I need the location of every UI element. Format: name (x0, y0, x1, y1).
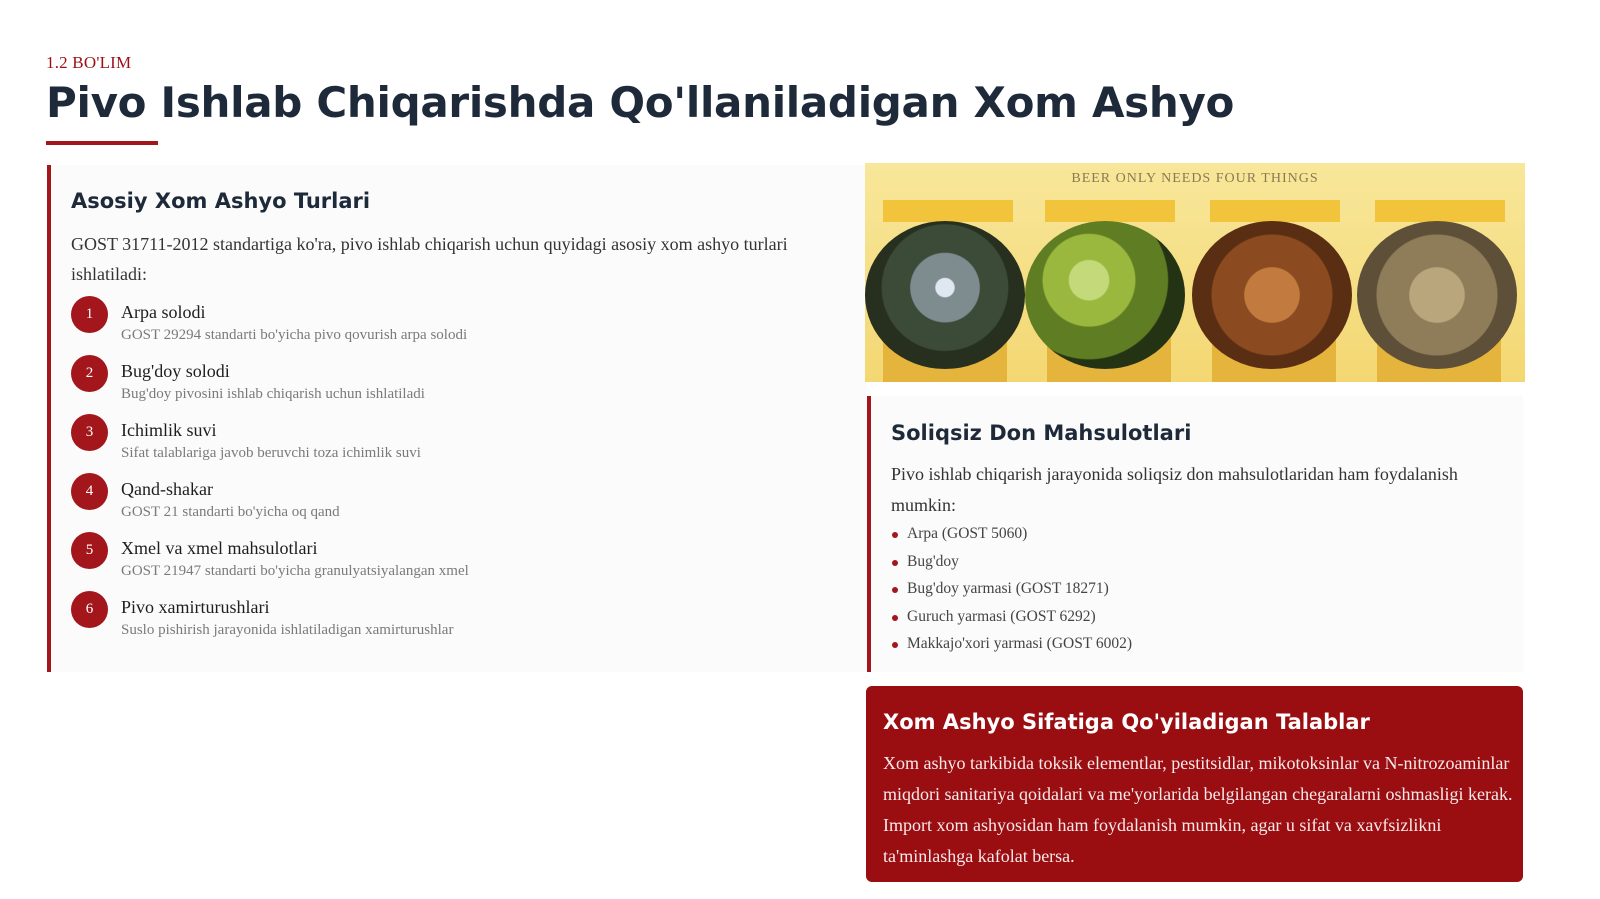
item-number-badge: 2 (71, 355, 108, 392)
ribbon-banner (1375, 200, 1505, 222)
unmalted-intro: Pivo ishlab chiqarish jarayonida soliqsiz don mahsulotlaridan ham foydalanish mumkin: (891, 464, 1458, 515)
ribbon-banner (1045, 200, 1175, 222)
item-description: Sifat talablariga javob beruvchi toza ichimlik suvi (121, 445, 421, 461)
item-description: GOST 21 standarti bo'yicha oq qand (121, 504, 340, 520)
item-number-badge: 3 (71, 414, 108, 451)
bullet-item (891, 525, 1132, 553)
bullet-text: Arpa (GOST 5060) (907, 525, 1028, 542)
bullet-dot-icon (892, 560, 898, 566)
list-item (71, 414, 811, 470)
main-types-intro: GOST 31711-2012 standartiga ko'ra, pivo ishlab chiqarish uchun quyidagi asosiy xom ashyo turlari ishlatiladi: (71, 234, 788, 284)
item-number-badge: 5 (71, 532, 108, 569)
bullet-dot-icon (892, 532, 898, 538)
item-name: Qand-shakar (121, 479, 213, 499)
water-image (865, 221, 1025, 369)
bullet-item (891, 580, 1132, 608)
ribbon-banner (1210, 200, 1340, 222)
unmalted-heading: Soliqsiz Don Mahsulotlari (891, 421, 1192, 445)
item-name: Ichimlik suvi (121, 420, 217, 440)
unmalted-list (891, 525, 1132, 663)
item-description: GOST 29294 standarti bo'yicha pivo qovurish arpa solodi (121, 327, 468, 343)
bullet-text: Bug'doy (907, 552, 959, 570)
bullet-text: Bug'doy yarmasi (GOST 18271) (907, 580, 1109, 597)
ribbon-banner (883, 200, 1013, 222)
list-item (71, 473, 811, 529)
bullet-dot-icon (892, 642, 898, 648)
bullet-text: Guruch yarmasi (GOST 6292) (907, 607, 1096, 625)
item-name: Xmel va xmel mahsulotlari (121, 538, 318, 558)
malt-image (1192, 221, 1352, 369)
section-label: 1.2 BO'LIM (46, 53, 132, 72)
image-caption: BEER ONLY NEEDS FOUR THINGS (1071, 171, 1319, 186)
list-item (71, 591, 811, 647)
bullet-item (891, 553, 1132, 581)
item-description: GOST 21947 standarti bo'yicha granulyatsiyalangan xmel (121, 563, 469, 579)
unmalted-grains-card (867, 396, 1523, 672)
requirements-body: Xom ashyo tarkibida toksik elementlar, pestitsidlar, mikotoksinlar va N-nitrozoaminlar miqdori sanitariya qoidalari va me'yorlarida belgilangan chegaralarni oshmasligi kerak. Import xom ashyosidan ham foydalanish mumkin, agar u sifat va xavfsizlikni ta'minlashga kafolat bersa. (883, 753, 1513, 866)
list-item (71, 355, 811, 411)
bullet-item (891, 635, 1132, 663)
yeast-image (1357, 221, 1517, 369)
requirements-card (866, 686, 1523, 882)
item-number-badge: 1 (71, 296, 108, 333)
item-name: Bug'doy solodi (121, 361, 230, 381)
list-item (71, 296, 811, 352)
main-types-card (47, 165, 867, 672)
bullet-dot-icon (892, 587, 898, 593)
item-description: Suslo pishirish jarayonida ishlatiladigan xamirturushlar (121, 622, 454, 638)
bullet-dot-icon (892, 615, 898, 621)
item-name: Arpa solodi (121, 302, 206, 322)
item-number-badge: 4 (71, 473, 108, 510)
bullet-text: Makkajo'xori yarmasi (GOST 6002) (907, 635, 1133, 652)
ingredients-image (865, 163, 1525, 382)
bullet-item (891, 608, 1132, 636)
item-description: Bug'doy pivosini ishlab chiqarish uchun ishlatiladi (121, 386, 425, 402)
item-name: Pivo xamirturushlari (121, 597, 270, 617)
main-types-heading: Asosiy Xom Ashyo Turlari (71, 189, 371, 213)
item-number-badge: 6 (71, 591, 108, 628)
hops-image (1025, 221, 1185, 369)
list-item (71, 532, 811, 588)
title-underline (46, 141, 158, 145)
requirements-heading: Xom Ashyo Sifatiga Qo'yiladigan Talablar (883, 710, 1370, 734)
page-title: Pivo Ishlab Chiqarishda Qo'llaniladigan Xom Ashyo (46, 78, 1235, 127)
